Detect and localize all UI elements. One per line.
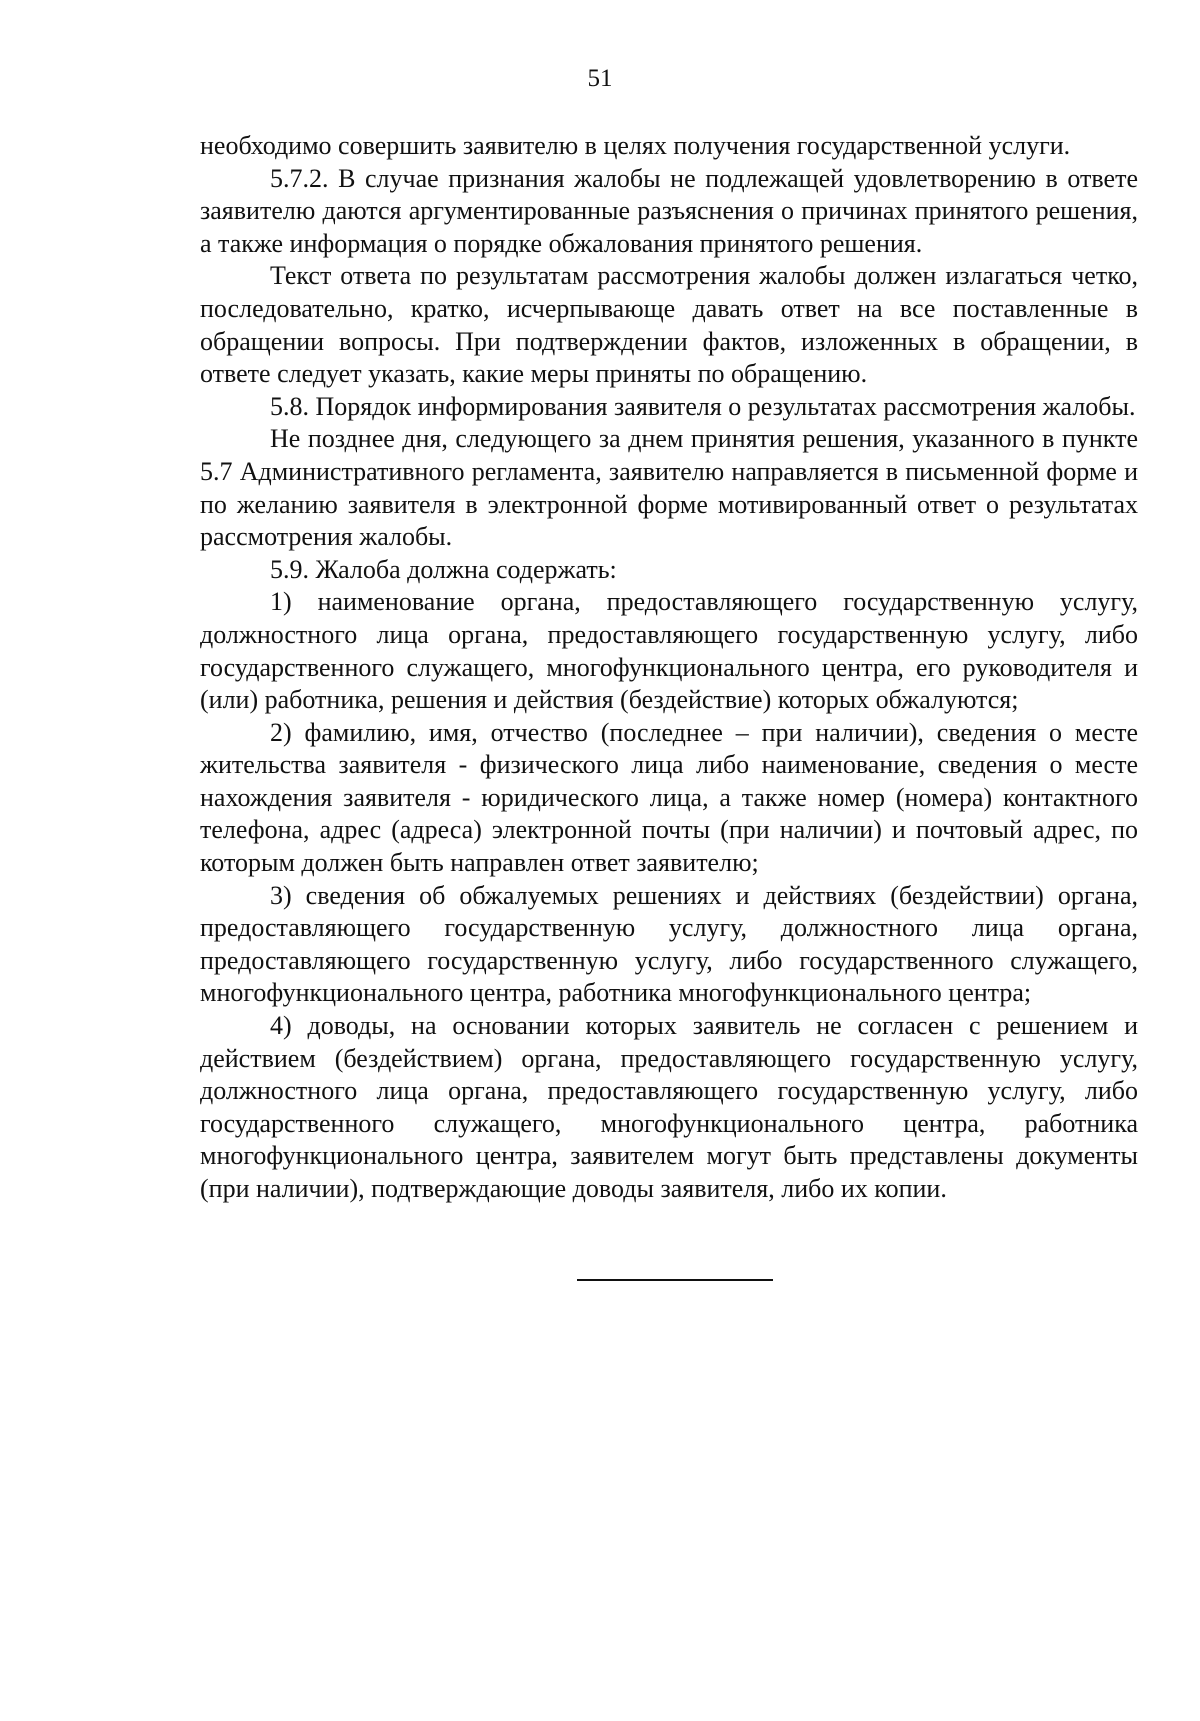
list-item-4: 4) доводы, на основании которых заявитель не согласен с решением и действием (бездействием) органа, предоставляющего государственную услугу, должностного лица органа, предоставляющего государственную услугу, либо государственного служащего, многофункционального центра, работника многофункционального центра, заявителем могут быть представлены документы (при наличии), подтверждающие доводы заявителя, либо их копии.: [200, 1011, 1138, 1203]
document-text: [200, 130, 1138, 1206]
paragraph-response-text: Текст ответа по результатам рассмотрения жалобы должен излагаться четко, последовательно, кратко, исчерпывающе давать ответ на все поставленные в обращении вопросы. При подтверждении фактов, изложенных в обращении, в ответе следует указать, какие меры приняты по обращению.: [200, 261, 1138, 389]
page-number: 51: [587, 65, 613, 92]
paragraph-5-8-body: Не позднее дня, следующего за днем принятия решения, указанного в пункте 5.7 Административного регламента, заявителю направляется в письменной форме и по желанию заявителя в электронной форме мотивированный ответ о результатах рассмотрения жалобы.: [200, 424, 1138, 552]
paragraph-5-7-2: 5.7.2. В случае признания жалобы не подлежащей удовлетворению в ответе заявителю даются аргументированные разъяснения о причинах принятого решения, а также информация о порядке обжалования принятого решения.: [200, 163, 1138, 258]
list-item-2: 2) фамилию, имя, отчество (последнее – при наличии), сведения о месте жительства заявителя - физического лица либо наименование, сведения о месте нахождения заявителя - юридического лица, а также номер (номера) контактного телефона, адрес (адреса) электронной почты (при наличии) и почтовый адрес, по которым должен быть направлен ответ заявителю;: [200, 717, 1138, 878]
list-item-1: 1) наименование органа, предоставляющего государственную услугу, должностного лица органа, предоставляющего государственную услугу, либо государственного служащего, многофункционального центра, его руководителя и (или) работника, решения и действия (бездействие) которых обжалуются;: [200, 587, 1138, 715]
end-of-text-divider: [577, 1279, 773, 1281]
paragraph-5-8-heading: 5.8. Порядок информирования заявителя о результатах рассмотрения жалобы.: [270, 391, 1136, 421]
paragraph-5-9-heading: 5.9. Жалоба должна содержать:: [270, 554, 617, 584]
list-item-3: 3) сведения об обжалуемых решениях и действиях (бездействии) органа, предоставляющего государственную услугу, должностного лица органа, предоставляющего государственную услугу, либо государственного служащего, многофункционального центра, работника многофункционального центра;: [200, 880, 1138, 1008]
paragraph-continuation: необходимо совершить заявителю в целях получения государственной услуги.: [200, 131, 1071, 160]
